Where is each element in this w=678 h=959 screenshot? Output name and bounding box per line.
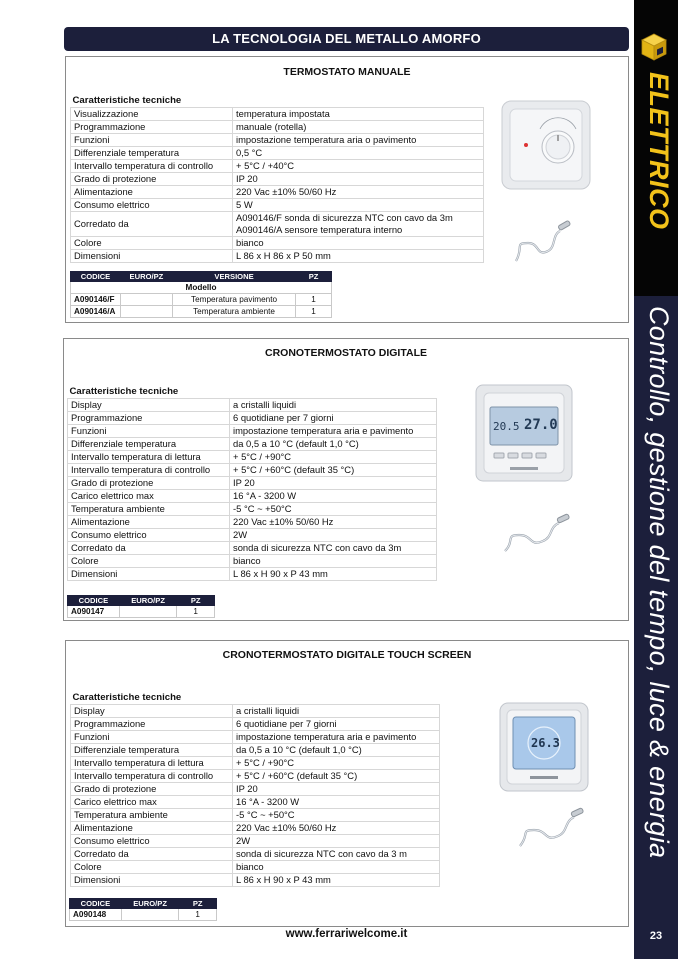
product-box-cronotermostato-digitale <box>63 338 629 621</box>
spec-row: Differenziale temperatura da 0,5 a 10 °C (default 1,0 °C) <box>71 743 440 756</box>
specs-heading: Caratteristiche tecniche <box>72 691 182 703</box>
cube-icon <box>641 33 667 61</box>
spec-row: Programmazione 6 quotidiane per 7 giorni <box>71 717 440 730</box>
product-title: CRONOTERMOSTATO DIGITALE TOUCH SCREEN <box>222 649 472 661</box>
spec-row: Funzioni impostazione temperatura aria e pavimento <box>71 730 440 743</box>
touch-display-readout: 26.3 <box>531 736 560 750</box>
sidebar-section-title: Controllo, gestione del tempo, luce & energia <box>644 306 674 859</box>
right-sidebar <box>634 0 678 959</box>
spec-row: Grado di protezione IP 20 <box>71 782 440 795</box>
spec-row: Funzioni impostazione temperatura aria e pavimento <box>68 424 437 437</box>
spec-row: Grado di protezione IP 20 <box>71 172 484 185</box>
spec-row: Programmazione 6 quotidiane per 7 giorni <box>68 411 437 424</box>
specs-heading: Caratteristiche tecniche <box>72 94 182 106</box>
spec-row: Colore bianco <box>68 554 437 567</box>
lcd-readout-right: 27.0 <box>524 417 558 433</box>
code-subheader: Modello <box>71 282 332 294</box>
spec-row: Display a cristalli liquidi <box>68 398 437 411</box>
code-row: A090148 1 <box>70 909 217 921</box>
lcd-readout-left: 20.5 <box>493 420 520 433</box>
digital-thermostat-image <box>474 383 574 483</box>
spec-row: Differenziale temperatura da 0,5 a 10 °C (default 1,0 °C) <box>68 437 437 450</box>
spec-row: Intervallo temperatura di lettura + 5°C / +90°C <box>68 450 437 463</box>
spec-row: Display a cristalli liquidi <box>71 704 440 717</box>
spec-row: Visualizzazione temperatura impostata <box>71 107 484 120</box>
spec-row: Intervallo temperatura di controllo + 5°C / +60°C (default 35 °C) <box>68 463 437 476</box>
spec-row: Carico elettrico max 16 °A - 3200 W <box>68 489 437 502</box>
spec-row: Alimentazione 220 Vac ±10% 50/60 Hz <box>68 515 437 528</box>
spec-row: Colore bianco <box>71 236 484 249</box>
spec-row: Dimensioni L 86 x H 90 x P 43 mm <box>71 873 440 886</box>
product-box-cronotermostato-touch <box>65 640 629 927</box>
spec-row: Grado di protezione IP 20 <box>68 476 437 489</box>
page-header-banner: LA TECNOLOGIA DEL METALLO AMORFO <box>64 27 629 51</box>
spec-row: Temperatura ambiente -5 °C ~ +50°C <box>68 502 437 515</box>
spec-row: Differenziale temperatura 0,5 °C <box>71 146 484 159</box>
code-table: CODICE EURO/PZ PZ A090147 1 <box>67 595 215 618</box>
specs-table <box>67 385 437 581</box>
spec-row: Corredato da sonda di sicurezza NTC con cavo da 3m <box>68 541 437 554</box>
sidebar-category-panel <box>634 0 678 296</box>
spec-row: Intervallo temperatura di controllo + 5°C / +40°C <box>71 159 484 172</box>
code-row: A090146/A Temperatura ambiente 1 <box>71 306 332 318</box>
spec-row: Temperatura ambiente -5 °C ~ +50°C <box>71 808 440 821</box>
spec-row: Consumo elettrico 2W <box>71 834 440 847</box>
footer-website: www.ferrariwelcome.it <box>285 928 408 940</box>
specs-table <box>70 691 440 887</box>
ntc-sensor-probe-image <box>499 511 571 557</box>
manual-thermostat-image <box>500 99 592 191</box>
spec-row: Alimentazione 220 Vac ±10% 50/60 Hz <box>71 185 484 198</box>
spec-row: Corredato da sonda di sicurezza NTC con cavo da 3 m <box>71 847 440 860</box>
ntc-sensor-probe-image <box>514 804 584 852</box>
spec-row: Alimentazione 220 Vac ±10% 50/60 Hz <box>71 821 440 834</box>
spec-row: Funzioni impostazione temperatura aria o pavimento <box>71 133 484 146</box>
product-title: TERMOSTATO MANUALE <box>283 66 411 78</box>
spec-row: Colore bianco <box>71 860 440 873</box>
touch-thermostat-image <box>498 701 590 793</box>
spec-row: Programmazione manuale (rotella) <box>71 120 484 133</box>
spec-row: Intervallo temperatura di lettura + 5°C / +90°C <box>71 756 440 769</box>
specs-table <box>70 94 484 263</box>
code-table: CODICE EURO/PZ PZ A090148 1 <box>69 898 217 921</box>
code-row: A090146/F Temperatura pavimento 1 <box>71 294 332 306</box>
product-box-termostato-manuale <box>65 56 629 323</box>
spec-row: Dimensioni L 86 x H 90 x P 43 mm <box>68 567 437 580</box>
spec-row: Consumo elettrico 5 W <box>71 198 484 211</box>
spec-row: Corredato da A090146/F sonda di sicurezza NTC con cavo da 3m A090146/A sensore temperatura interno <box>71 211 484 236</box>
specs-heading: Caratteristiche tecniche <box>69 385 179 397</box>
code-row: A090147 1 <box>68 606 215 618</box>
code-table: CODICE EURO/PZ VERSIONE PZ Modello A090146/F Temperatura pavimento 1 A090146/A Temperatura ambiente 1 <box>70 271 332 318</box>
product-title: CRONOTERMOSTATO DIGITALE <box>265 347 427 359</box>
ntc-sensor-probe-image <box>510 217 572 267</box>
spec-row: Dimensioni L 86 x H 86 x P 50 mm <box>71 249 484 262</box>
sidebar-category-label: ELETTRICO <box>644 72 674 230</box>
spec-row: Carico elettrico max 16 °A - 3200 W <box>71 795 440 808</box>
spec-row: Intervallo temperatura di controllo + 5°C / +60°C (default 35 °C) <box>71 769 440 782</box>
page-number: 23 <box>649 930 663 942</box>
spec-row: Consumo elettrico 2W <box>68 528 437 541</box>
